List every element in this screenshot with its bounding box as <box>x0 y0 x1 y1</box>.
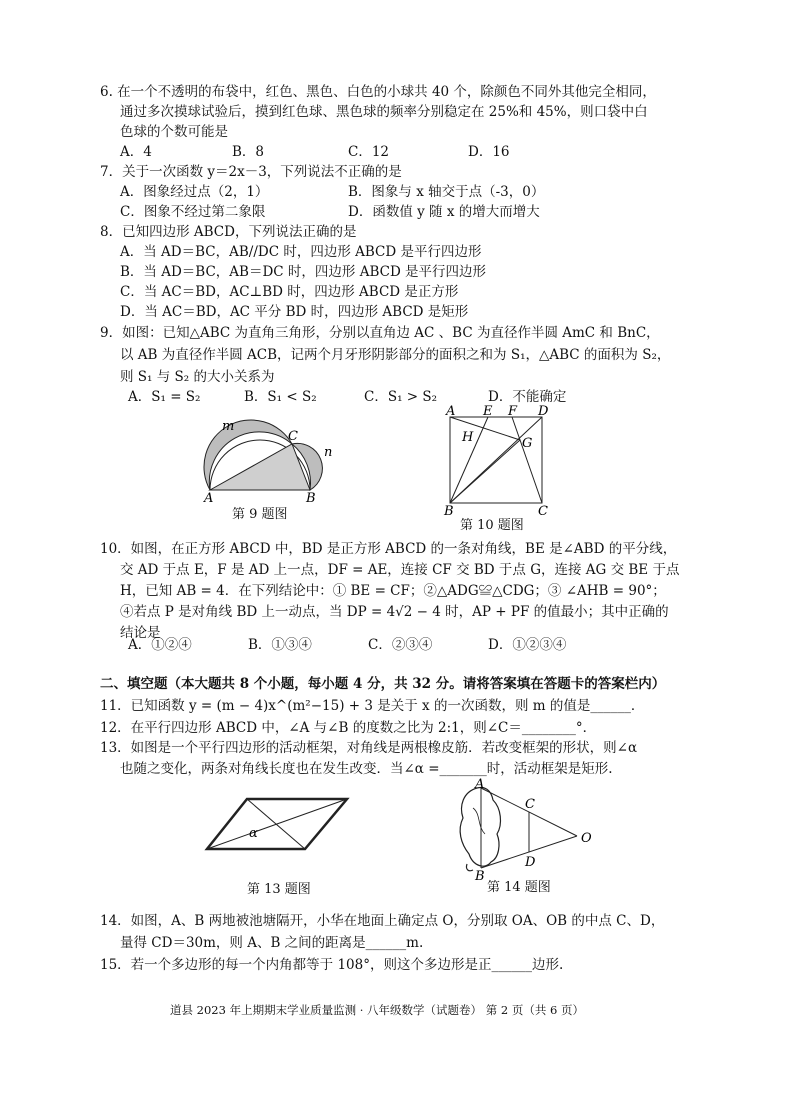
q9-option-b: B．S₁ < S₂ <box>244 389 317 405</box>
q6-option-b: B．8 <box>232 144 265 160</box>
label-a: A <box>475 777 485 792</box>
figure-13-caption: 第 13 题图 <box>247 882 311 897</box>
figure-9 <box>200 412 350 506</box>
q6-option-d: D．16 <box>468 144 510 160</box>
q7-option-a: A．图象经过点（2，1） <box>120 184 269 200</box>
q11-line: 11．已知函数 y = (m − 4)x^(m²−15) + 3 是关于 x 的一次函数，则 m 的值是______． <box>100 698 645 714</box>
pond-outline <box>460 788 500 867</box>
pond-inner-line <box>473 808 485 834</box>
segment-ag <box>450 417 520 440</box>
label-b: B <box>475 869 485 884</box>
q10-option-d: D．①②③④ <box>488 637 567 653</box>
q6-line-1: 6. 在一个不透明的布袋中，红色、黑色、白色的小球共 40 个，除颜色不同外其他完全相同， <box>100 84 656 100</box>
label-m: m <box>222 419 235 434</box>
q10-option-a: A．①②④ <box>128 637 192 653</box>
q9-option-d: D．不能确定 <box>488 389 567 405</box>
label-c: C <box>525 797 535 812</box>
q7-option-c: C．图象不经过第二象限 <box>120 204 266 220</box>
q14-line-1: 14．如图，A、B 两地被池塘隔开，小华在地面上确定点 O，分别取 OA、OB 的中点 C、D， <box>100 913 665 929</box>
q9-option-a: A．S₁ = S₂ <box>128 389 201 405</box>
figure-9-caption: 第 9 题图 <box>232 507 288 522</box>
q6-option-a: A．4 <box>120 144 152 160</box>
q7-option-d: D．函数值 y 随 x 的增大而增大 <box>348 204 540 220</box>
q6-line-2: 通过多次摸球试验后，摸到红色球、黑色球的频率分别稳定在 25%和 45%，则口袋中白 <box>120 104 648 120</box>
label-a: A <box>446 404 456 419</box>
segment-cf <box>512 417 542 503</box>
figure-13 <box>205 793 355 863</box>
figure-10-caption: 第 10 题图 <box>460 518 524 533</box>
label-f: F <box>508 404 518 419</box>
q8-option-d: D．当 AC＝BD，AC 平分 BD 时，四边形 ABCD 是矩形 <box>120 304 469 320</box>
q10-line-1: 10．如图，在正方形 ABCD 中，BD 是正方形 ABCD 的一条对角线，BE 是∠ABD 的平分线， <box>100 541 677 557</box>
figure-10 <box>440 405 560 517</box>
q9-line-2: 以 AB 为直径作半圆 ACB，记两个月牙形阴影部分的面积之和为 S₁，△ABC 的面积为 S₂， <box>120 347 671 363</box>
q7-line-1: 7．关于一次函数 y＝2x－3，下列说法不正确的是 <box>100 164 402 180</box>
triangle-abc <box>210 444 310 490</box>
q15-line: 15．若一个多边形的每一个内角都等于 108°，则这个多边形是正______边形. <box>100 957 564 973</box>
label-c: C <box>538 504 548 519</box>
q6-option-c: C．12 <box>348 144 390 160</box>
label-n: n <box>324 445 333 460</box>
q8-option-a: A．当 AD＝BC，AB//DC 时，四边形 ABCD 是平行四边形 <box>120 244 482 260</box>
q10-option-c: C．②③④ <box>368 637 433 653</box>
label-a: A <box>204 491 214 506</box>
q10-option-b: B．①③④ <box>248 637 312 653</box>
q6-line-3: 色球的个数可能是 <box>120 124 228 140</box>
q10-line-5: 结论是 <box>120 625 161 641</box>
q14-line-2: 量得 CD＝30m，则 A、B 之间的距离是______m. <box>120 935 424 951</box>
label-b: B <box>306 491 316 506</box>
q13-line-1: 13．如图是一个平行四边形的活动框架，对角线是两根橡皮筋．若改变框架的形状，则∠α <box>100 740 638 756</box>
label-e: E <box>483 404 493 419</box>
q10-line-3: H，已知 AB = 4．在下列结论中：① BE = CF；②△ADG≌△CDG；③ ∠AHB = 90°； <box>120 583 666 599</box>
q9-option-c: C．S₁ > S₂ <box>364 389 438 405</box>
label-b: B <box>444 504 454 519</box>
label-alpha: α <box>249 826 258 841</box>
section-fill-in-title: 二、填空题（本大题共 8 个小题，每小题 4 分，共 32 分。请将答案填在答题卡的答案栏内） <box>100 676 666 692</box>
segment-bg <box>450 440 520 503</box>
q13-line-2: 也随之变化，两条对角线长度也在发生改变．当∠α =_______时，活动框架是矩形. <box>120 761 613 777</box>
page-footer: 道县 2023 年上期期末学业质量监测 · 八年级数学（试题卷） 第 2 页（共 6 页） <box>170 1003 584 1017</box>
q10-line-2: 交 AD 于点 E，F 是 AD 上一点，DF = AE，连接 CF 交 BD 于点 G，连接 AG 交 BE 于点 <box>120 562 680 578</box>
q12-line: 12．在平行四边形 ABCD 中，∠A 与∠B 的度数之比为 2:1，则∠C＝________°． <box>100 720 597 736</box>
q8-option-b: B．当 AD＝BC，AB＝DC 时，四边形 ABCD 是平行四边形 <box>120 264 487 280</box>
q10-line-4: ④若点 P 是对角线 BD 上一动点，当 DP = 4√2 − 4 时，AP + PF 的值最小；其中正确的 <box>120 604 669 620</box>
figure-14-caption: 第 14 题图 <box>487 880 551 895</box>
q8-option-c: C．当 AC＝BD，AC⊥BD 时，四边形 ABCD 是正方形 <box>120 284 459 300</box>
figure-14 <box>455 777 605 884</box>
q8-line-1: 8．已知四边形 ABCD，下列说法正确的是 <box>100 224 357 240</box>
q9-line-1: 9．如图：已知△ABC 为直角三角形，分别以直角边 AC 、BC 为直径作半圆 AmC 和 BnC， <box>100 325 660 341</box>
pond-tail <box>466 864 473 871</box>
q7-option-b: B．图象与 x 轴交于点（-3，0） <box>348 184 545 200</box>
q9-line-3: 则 S₁ 与 S₂ 的大小关系为 <box>120 369 275 385</box>
label-o: O <box>581 831 592 846</box>
label-d: D <box>525 855 536 870</box>
label-g: G <box>522 436 533 451</box>
label-d: D <box>538 404 549 419</box>
label-c: C <box>288 429 298 444</box>
label-h: H <box>462 430 474 445</box>
